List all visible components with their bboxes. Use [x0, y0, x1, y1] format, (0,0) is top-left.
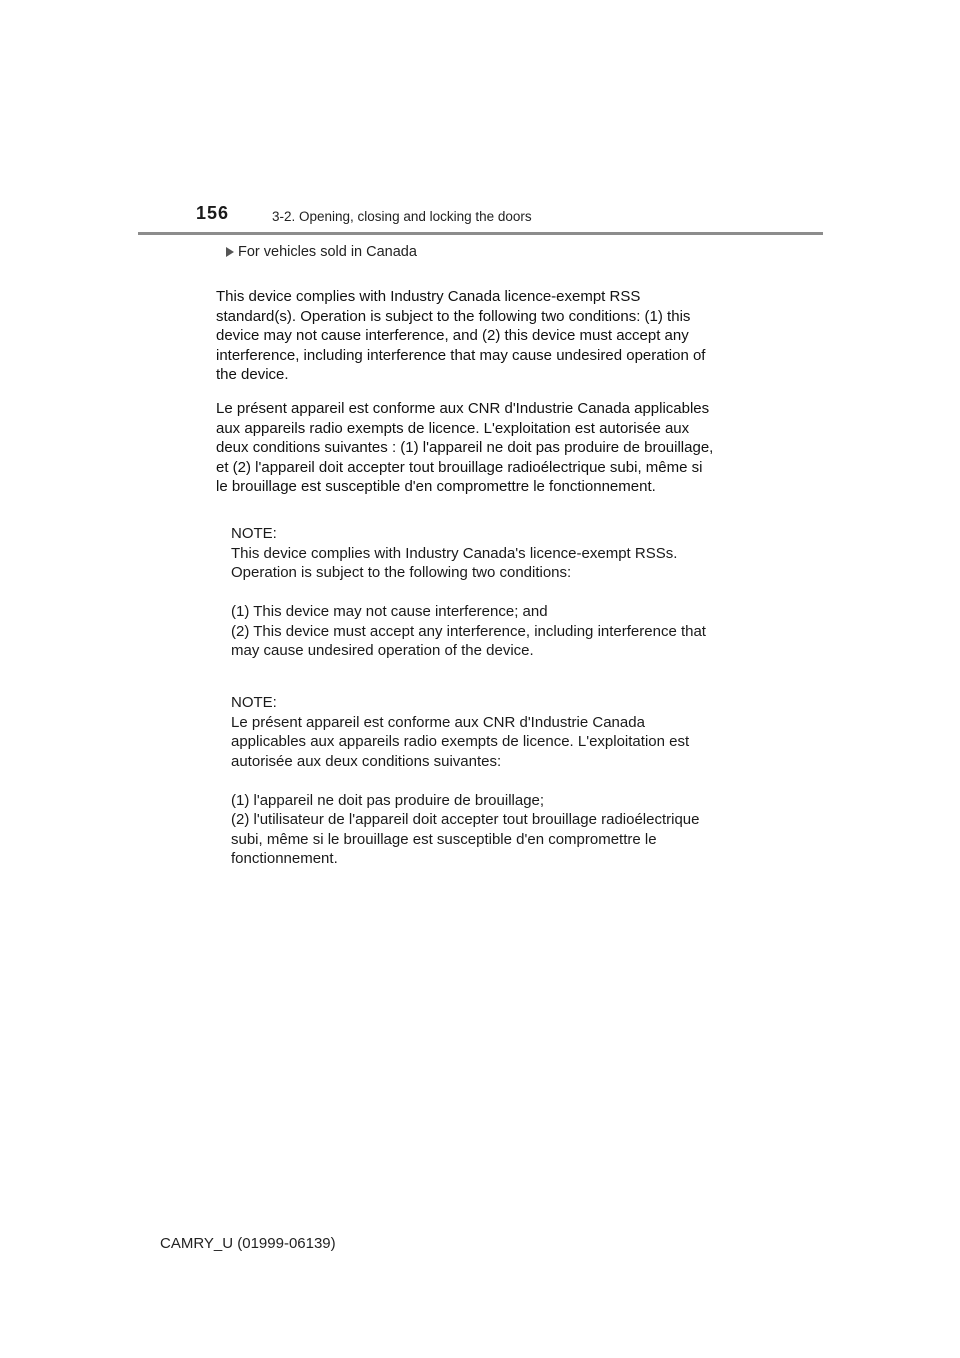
note-label: NOTE: — [231, 694, 277, 711]
note-line: Le présent appareil est conforme aux CNR d'Industrie Canada — [231, 713, 645, 731]
note-label: NOTE: — [231, 525, 277, 542]
note-condition: (2) l'utilisateur de l'appareil doit accepter tout brouillage radioélectrique — [231, 811, 700, 828]
paragraph-line: Le présent appareil est conforme aux CNR d'Industrie Canada applicables — [216, 400, 710, 417]
paragraph-line: interference, including interference that may cause undesired operation of — [216, 346, 706, 364]
paragraph-line: standard(s). Operation is subject to the following two conditions: (1) this — [216, 307, 691, 325]
note-line: Operation is subject to the following two conditions: — [231, 564, 572, 581]
note-line: This device complies with Industry Canada's licence-exempt RSSs. — [231, 544, 678, 562]
triangle-bullet-icon — [226, 247, 234, 257]
note-condition: fonctionnement. — [231, 850, 338, 867]
paragraph-line: et (2) l'appareil doit accepter tout brouillage radioélectrique subi, même si — [216, 458, 703, 476]
paragraph-line: the device. — [216, 366, 289, 383]
note-condition: (1) l'appareil ne doit pas produire de brouillage; — [231, 791, 545, 809]
chapter-title: 3-2. Opening, closing and locking the doors — [272, 209, 532, 224]
paragraph-line: This device complies with Industry Canada licence-exempt RSS — [216, 288, 641, 305]
english-compliance-paragraph — [216, 287, 705, 385]
note-condition: may cause undesired operation of the device. — [231, 642, 534, 659]
french-note-block — [231, 693, 700, 869]
page-number: 156 — [196, 203, 230, 223]
paragraph-line: aux appareils radio exempts de licence. L'exploitation est autorisée aux — [216, 419, 690, 437]
note-condition: subi, même si le brouillage est susceptible d'en compromettre le — [231, 830, 657, 848]
section-heading-text: For vehicles sold in Canada — [238, 244, 417, 260]
section-heading — [226, 244, 417, 260]
paragraph-line: le brouillage est susceptible d'en compromettre le fonctionnement. — [216, 478, 656, 495]
note-condition: (2) This device must accept any interference, including interference that — [231, 622, 706, 640]
english-note-block — [231, 524, 706, 661]
paragraph-line: deux conditions suivantes : (1) l'appareil ne doit pas produire de brouillage, — [216, 439, 714, 456]
footer-document-code: CAMRY_U (01999-06139) — [160, 1235, 336, 1252]
note-line: applicables aux appareils radio exempts de licence. L'exploitation est — [231, 733, 690, 750]
french-compliance-paragraph — [216, 399, 713, 497]
paragraph-line: device may not cause interference, and (2) this device must accept any — [216, 327, 689, 344]
header-divider — [138, 232, 823, 235]
note-line: autorisée aux deux conditions suivantes: — [231, 752, 502, 770]
note-condition: (1) This device may not cause interference; and — [231, 603, 548, 620]
